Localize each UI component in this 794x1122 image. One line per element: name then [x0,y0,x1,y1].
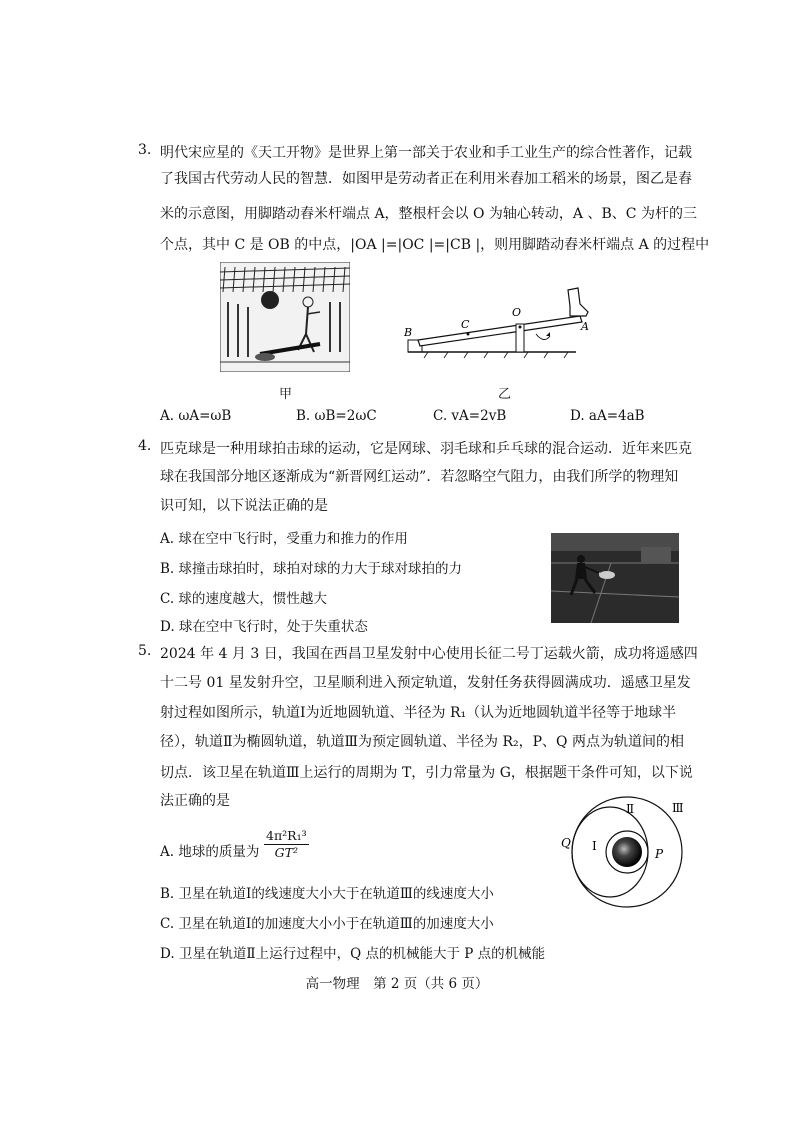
label-Q: Q [561,836,571,850]
q5-option-a-prefix: A. 地球的质量为 [160,844,260,860]
fraction-denominator: GT² [274,845,298,860]
orbit-diagram [560,792,690,912]
q4-line-1: 匹克球是一种用球拍击球的运动，它是网球、羽毛球和乒乓球的混合运动．近年来匹克 [160,441,692,457]
q5-line-2: 十二号 01 星发射升空，卫星顺利进入预定轨道，发射任务获得圆满成功．遥感卫星发 [160,675,691,691]
label-orbit-I: Ⅰ [592,839,597,853]
q3-number: 3. [138,142,152,158]
q5-line-5: 切点．该卫星在轨道Ⅲ上运行的周期为 T，引力常量为 G，根据题干条件可知，以下说 [160,765,693,781]
q4-option-b: B. 球撞击球拍时，球拍对球的力大于球对球拍的力 [160,561,463,577]
label-A: A [581,320,589,333]
q4-number: 4. [138,438,152,454]
q4-line-2: 球在我国部分地区逐渐成为“新晋网红运动”．若忽略空气阻力，由我们所学的物理知 [160,469,679,485]
q4-line-3: 识可知，以下说法正确的是 [160,498,328,514]
pickleball-photo [551,533,679,623]
q5-line-3: 射过程如图所示，轨道Ⅰ为近地圆轨道、半径为 R₁（认为近地圆轨道半径等于地球半 [160,705,677,721]
q3-option-b: B. ωB=2ωC [296,408,377,424]
fraction-numerator: 4π²R₁³ [266,828,307,843]
q3-line-4: 个点，其中 C 是 OB 的中点，|OA |=|OC |=|CB |，则用脚踏动舂米杆端点 A 的过程中 [160,237,710,253]
q5-line-4: 径），轨道Ⅱ为椭圆轨道，轨道Ⅲ为预定圆轨道、半径为 R₂，P、Q 两点为轨道间的相 [160,734,684,750]
figure-jia-caption: 甲 [279,387,293,402]
q5-number: 5. [138,643,152,659]
q3-line-3: 米的示意图，用脚踏动舂米杆端点 A，整根杆会以 O 为轴心转动，A 、B、C 为杆的三 [160,206,697,222]
label-orbit-II: Ⅱ [626,802,635,816]
q4-option-c: C. 球的速度越大，惯性越大 [160,591,327,607]
figure-yi-lever-diagram [398,286,598,366]
q3-line-1: 明代宋应星的《天工开物》是世界上第一部关于农业和手工业生产的综合性著作，记载 [160,145,692,161]
q5-option-a-fraction [264,828,309,861]
q5-line-6: 法正确的是 [160,793,230,809]
page-footer: 高一物理 第 2 页（共 6 页） [305,976,489,992]
q5-option-c: C. 卫星在轨道Ⅰ的加速度大小小于在轨道Ⅲ的加速度大小 [160,916,494,932]
q4-option-a: A. 球在空中飞行时，受重力和推力的作用 [160,531,408,547]
q5-line-1: 2024 年 4 月 3 日，我国在西昌卫星发射中心使用长征二号丁运载火箭，成功将遥感四 [160,646,698,662]
label-P: P [655,847,664,861]
label-orbit-III: Ⅲ [672,801,684,815]
q3-option-d: D. aA=4aB [570,408,645,424]
q3-option-c: C. vA=2vB [433,408,507,424]
q5-option-d: D. 卫星在轨道Ⅱ上运行过程中，Q 点的机械能大于 P 点的机械能 [160,946,546,962]
earth [612,837,642,867]
q3-option-a: A. ωA=ωB [160,408,232,424]
label-B: B [404,326,413,339]
figure-jia-woodcut [220,262,350,372]
label-O: O [512,306,522,319]
label-C: C [461,318,470,331]
q4-option-d: D. 球在空中飞行时，处于失重状态 [160,619,368,635]
q3-line-2: 了我国古代劳动人民的智慧．如图甲是劳动者正在利用米舂加工稻米的场景，图乙是舂 [160,171,692,187]
figure-yi-caption: 乙 [498,387,512,402]
q5-option-b: B. 卫星在轨道Ⅰ的线速度大小大于在轨道Ⅲ的线速度大小 [160,886,494,902]
